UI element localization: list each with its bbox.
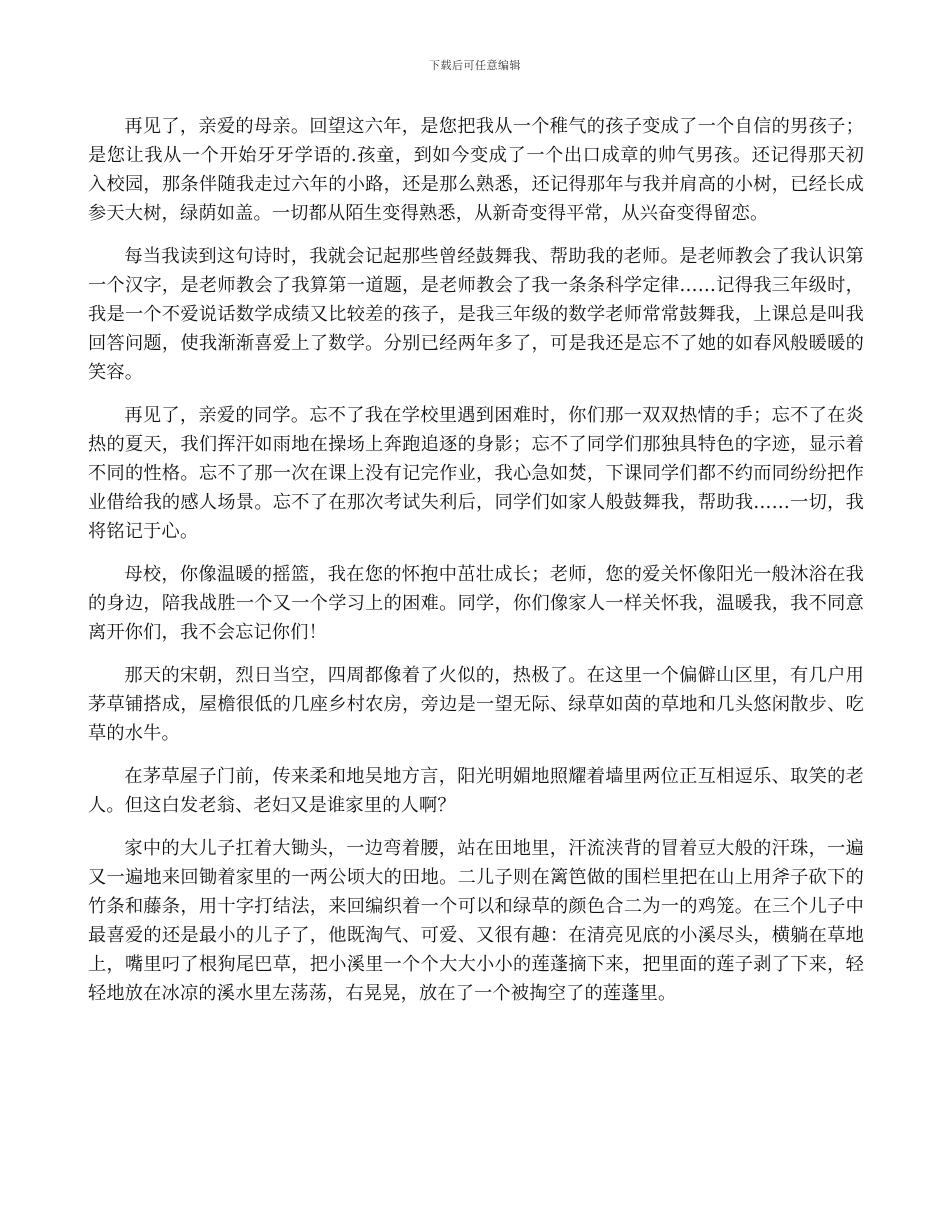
paragraph-farewell-mother: 再见了，亲爱的母亲。回望这六年，是您把我从一个稚气的孩子变成了一个自信的男孩子；是您让我从一个开始牙牙学语的.孩童，到如今变成了一个出口成章的帅气男孩。还记得那天初入校园，那条伴随我走过六年的小路，还是那么熟悉，还记得那年与我并肩高的小树，已经长成参天大树，绿荫如盖。一切都从陌生变得熟悉，从新奇变得平常，从兴奋变得留恋。: [88, 116, 864, 224]
paragraph-school-cradle: 母校，你像温暖的摇篮，我在您的怀抱中茁壮成长；老师，您的爱关怀像阳光一般沐浴在我的身边，陪我战胜一个又一个学习上的困难。同学，你们像家人一样关怀我，温暖我，我不同意离开你们，我不会忘记你们！: [88, 564, 864, 643]
paragraph-teachers: 每当我读到这句诗时，我就会记起那些曾经鼓舞我、帮助我的老师。是老师教会了我认识第一个汉字，是老师教会了我算第一道题，是老师教会了我一条条科学定律……记得我三年级时，我是一个不爱说话数学成绩又比较差的孩子，是我三年级的数学老师常常鼓舞我，上课总是叫我回答问题，使我渐渐喜爱上了数学。分别已经两年多了，可是我还是忘不了她的如春风般暖暖的笑容。: [88, 246, 864, 383]
paragraph-three-sons: 家中的大儿子扛着大锄头，一边弯着腰，站在田地里，汗流浃背的冒着豆大般的汗珠，一遍又一遍地来回锄着家里的一两公顷大的田地。二儿子则在篱笆做的围栏里把在山上用斧子砍下的竹条和藤条，用十字打结法，来回编织着一个可以和绿草的颜色合二为一的鸡笼。在三个儿子中最喜爱的还是最小的儿子了，他既淘气、可爱、又很有趣：在清亮见底的小溪尽头，横躺在草地上，嘴里叼了根狗尾巴草，把小溪里一个个大大小小的莲蓬摘下来，把里面的莲子剥了下来，轻轻地放在冰凉的溪水里左荡荡，右晃晃，放在了一个被掏空了的莲蓬里。: [88, 838, 864, 1004]
paragraph-classmates: 再见了，亲爱的同学。忘不了我在学校里遇到困难时，你们那一双双热情的手；忘不了在炎热的夏天，我们挥汗如雨地在操场上奔跑追逐的身影；忘不了同学们那独具特色的字迹，显示着不同的性格。忘不了那一次在课上没有记完作业，我心急如焚，下课同学们都不约而同纷纷把作业借给我的感人场景。忘不了在那次考试失利后，同学们如家人般鼓舞我，帮助我……一切，我将铭记于心。: [88, 405, 864, 542]
header-note: 下载后可任意编辑: [429, 59, 521, 72]
paragraph-song-dynasty: 那天的宋朝，烈日当空，四周都像着了火似的，热极了。在这里一个偏僻山区里，有几户用茅草铺搭成，屋檐很低的几座乡村农房，旁边是一望无际、绿草如茵的草地和几头悠闲散步、吃草的水牛。: [88, 665, 864, 744]
document-body: [88, 112, 864, 1022]
paragraph-thatched-house: 在茅草屋子门前，传来柔和地吴地方言，阳光明媚地照耀着墙里两位正互相逗乐、取笑的老人。但这白发老翁、老妇又是谁家里的人啊？: [88, 766, 864, 816]
